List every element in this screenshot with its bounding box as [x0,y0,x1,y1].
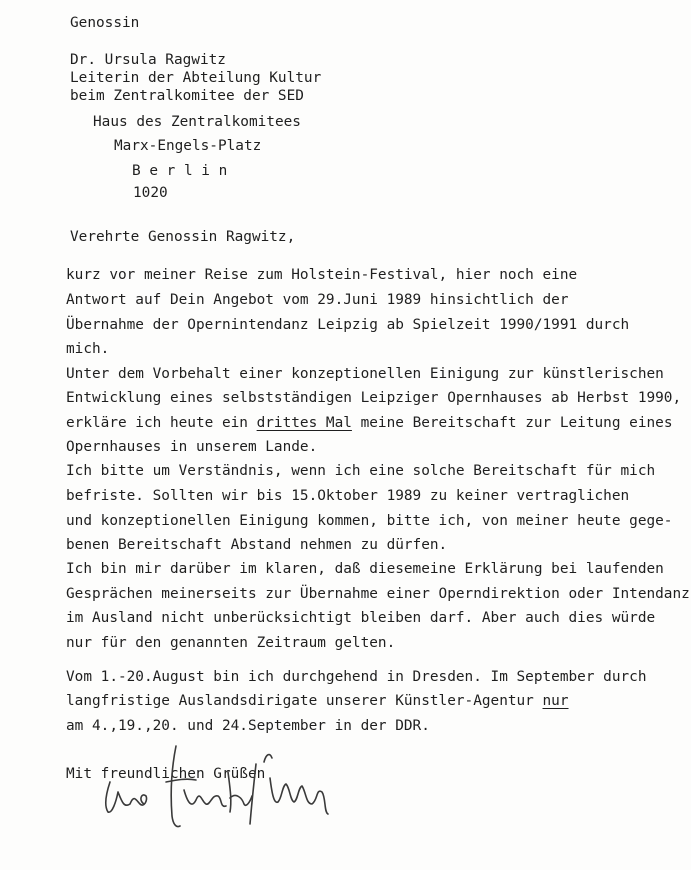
address-salutation: Genossin [70,15,140,31]
body-text: meine Bereitschaft zur Leitung eines [351,415,673,431]
body-line [66,414,673,432]
body-line: benen Bereitschaft Abstand nehmen zu dürfen. [66,537,448,553]
body-text: erkläre ich heute ein [66,415,257,431]
body-line: mich. [66,341,110,357]
body-line: Entwicklung eines selbstständigen Leipziger Opernhauses ab Herbst 1990, [66,390,682,406]
address-building: Haus des Zentralkomitees [93,114,301,130]
body-line: nur für den genannten Zeitraum gelten. [66,635,396,651]
body-line: Unter dem Vorbehalt einer konzeptionellen Einigung zur künstlerischen [66,366,664,382]
body-line: und konzeptionellen Einigung kommen, bitte ich, von meiner heute gege- [66,513,673,529]
body-line: Ich bin mir darüber im klaren, daß diesemeine Erklärung bei laufenden [66,561,664,577]
body-line: befriste. Sollten wir bis 15.Oktober 1989 zu keiner vertraglichen [66,488,630,504]
body-line: Gesprächen meinerseits zur Übernahme einer Operndirektion oder Intendanz [66,586,690,602]
body-text: langfristige Auslandsdirigate unserer Künstler-Agentur [66,693,543,709]
recipient-name: Dr. Ursula Ragwitz [70,52,226,68]
body-line [66,692,569,710]
body-line: Opernhauses in unserem Lande. [66,439,318,455]
body-line: Ich bitte um Verständnis, wenn ich eine solche Bereitschaft für mich [66,463,656,479]
handwritten-signature [100,742,332,830]
letter-greeting: Verehrte Genossin Ragwitz, [70,229,296,245]
underlined-emphasis: drittes Mal [256,415,352,431]
address-city: B e r l i n [132,163,228,179]
body-line: Antwort auf Dein Angebot vom 29.Juni 1989 hinsichtlich der [66,292,569,308]
body-line: Übernahme der Opernintendanz Leipzig ab Spielzeit 1990/1991 durch [66,317,630,333]
address-zip: 1020 [133,185,168,201]
body-line: am 4.,19.,20. und 24.September in der DDR. [66,718,430,734]
address-street: Marx-Engels-Platz [114,138,262,154]
closing-line: Mit freundlichen Grüßen [66,766,266,782]
body-line: Vom 1.-20.August bin ich durchgehend in Dresden. Im September durch [66,669,647,685]
body-line: kurz vor meiner Reise zum Holstein-Festival, hier noch eine [66,267,578,283]
underlined-emphasis: nur [542,693,569,709]
body-line: im Ausland nicht unberücksichtigt bleiben darf. Aber auch dies würde [66,610,656,626]
recipient-organization: beim Zentralkomitee der SED [70,88,304,104]
recipient-role: Leiterin der Abteilung Kultur [70,70,322,86]
